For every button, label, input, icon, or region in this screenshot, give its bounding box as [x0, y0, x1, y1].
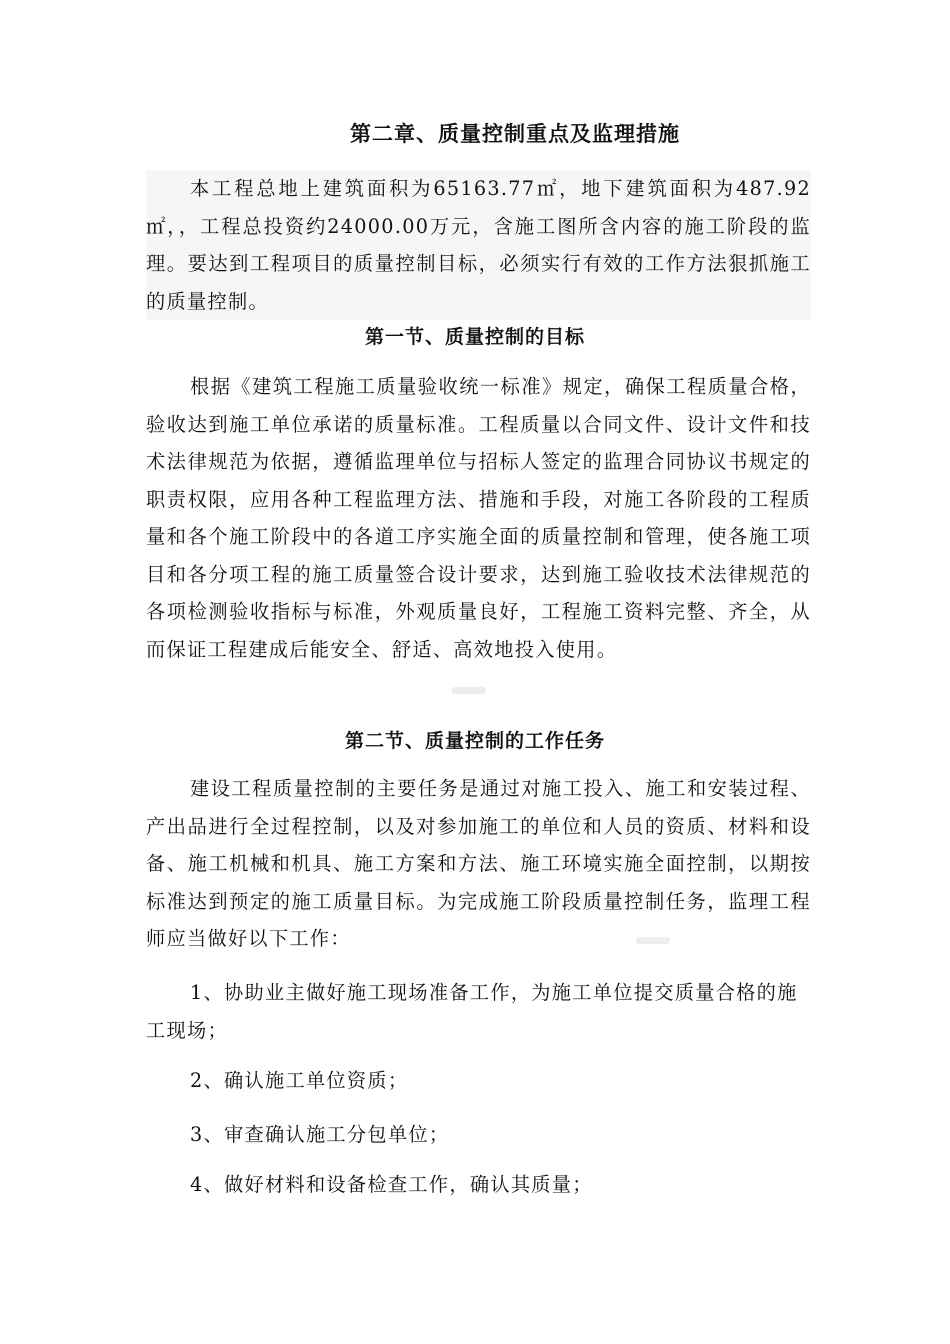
section2-title: 第二节、质量控制的工作任务	[344, 730, 605, 752]
section1-title: 第一节、质量控制的目标	[364, 326, 585, 348]
task-list-item: 4、做好材料和设备检查工作，确认其质量；	[190, 1173, 593, 1196]
section1-body-paragraph: 根据《建筑工程施工质量验收统一标准》规定，确保工程质量合格，验收达到施工单位承诺的质量标准。工程质量以合同文件、设计文件和技术法律规范为依据，遵循监理单位与招标人签定的监理合同协议书规定的职责权限，应用各种工程监理方法、措施和手段，对施工各阶段的工程质量和各个施工阶段中的各道工序实施全面的质量控制和管理，使各施工项目和各分项工程的施工质量签合设计要求，达到施工验收技术法律规范的各项检测验收指标与标准，外观质量良好，工程施工资料完整、齐全，从而保证工程建成后能安全、舒适、高效地投入使用。	[146, 375, 811, 661]
chapter-title: 第二章、质量控制重点及监理措施	[350, 122, 680, 146]
task-list-item: 2、确认施工单位资质；	[190, 1069, 409, 1092]
task-list-item: 1、协助业主做好施工现场准备工作，为施工单位提交质量合格的施工现场；	[146, 981, 798, 1042]
section2-body-paragraph: 建设工程质量控制的主要任务是通过对施工投入、施工和安装过程、产出品进行全过程控制，以及对参加施工的单位和人员的资质、材料和设备、施工机械和机具、施工方案和方法、施工环境实施全面控制，以期按标准达到预定的施工质量目标。为完成施工阶段质量控制任务，监理工程师应当做好以下工作：	[146, 777, 811, 950]
faint-mark	[452, 687, 486, 694]
chapter-intro-paragraph: 本工程总地上建筑面积为65163.77㎡，地下建筑面积为487.92㎡，，工程总投资约24000.00万元，含施工图所含内容的施工阶段的监理。要达到工程项目的质量控制目标，必须实行有效的工作方法狠抓施工的质量控制。	[146, 170, 811, 320]
task-list-item: 3、审查确认施工分包单位；	[190, 1123, 450, 1146]
faint-mark	[636, 937, 670, 944]
